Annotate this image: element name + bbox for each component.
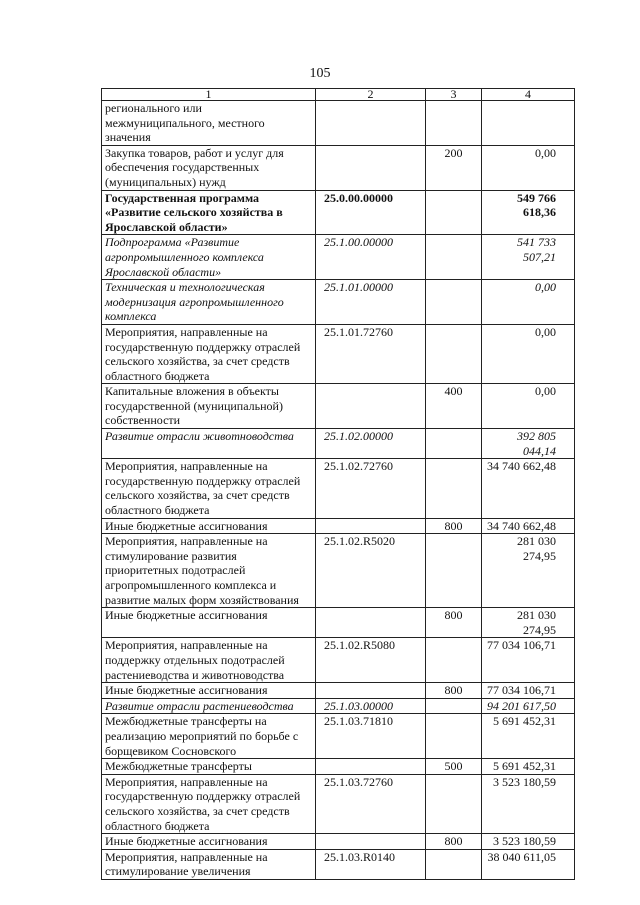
row-name-cell: Мероприятия, направленные на государственную поддержку отраслей сельского хозяйства, за счет средств областного бюджета <box>102 459 316 518</box>
table-row <box>102 235 575 280</box>
column-header-3: 3 <box>426 89 482 101</box>
budget-table <box>101 88 575 880</box>
row-amount-cell: 77 034 106,71 <box>482 683 575 699</box>
table-row <box>102 698 575 714</box>
row-amount-cell: 3 523 180,59 <box>482 834 575 850</box>
row-code-cell <box>316 145 426 190</box>
row-code-cell: 25.1.02.R5080 <box>316 638 426 683</box>
row-name-cell: Капитальные вложения в объекты государственной (муниципальной) собственности <box>102 384 316 429</box>
row-code-cell: 25.1.02.72760 <box>316 459 426 518</box>
row-name-cell: Межбюджетные трансферты на реализацию мероприятий по борьбе с борщевиком Сосновского <box>102 714 316 759</box>
row-name-cell: Иные бюджетные ассигнования <box>102 683 316 699</box>
row-amount-cell: 0,00 <box>482 384 575 429</box>
row-code-cell: 25.0.00.00000 <box>316 190 426 235</box>
row-name-cell: Подпрограмма «Развитие агропромышленного комплекса Ярославской области» <box>102 235 316 280</box>
row-name-cell: Закупка товаров, работ и услуг для обеспечения государственных (муниципальных) нужд <box>102 145 316 190</box>
table-row <box>102 190 575 235</box>
row-code-cell <box>316 608 426 638</box>
row-type-cell <box>426 280 482 325</box>
row-type-cell: 400 <box>426 384 482 429</box>
table-row <box>102 849 575 879</box>
row-amount-cell: 77 034 106,71 <box>482 638 575 683</box>
table-row <box>102 280 575 325</box>
row-name-cell: Межбюджетные трансферты <box>102 759 316 775</box>
table-row <box>102 384 575 429</box>
row-amount-cell: 0,00 <box>482 324 575 383</box>
row-type-cell: 800 <box>426 683 482 699</box>
table-row <box>102 834 575 850</box>
row-code-cell: 25.1.03.71810 <box>316 714 426 759</box>
row-name-cell: Мероприятия, направленные на стимулирование увеличения <box>102 849 316 879</box>
table-row <box>102 608 575 638</box>
row-name-cell: Развитие отрасли животноводства <box>102 429 316 459</box>
row-code-cell: 25.1.00.00000 <box>316 235 426 280</box>
row-amount-cell: 281 030 274,95 <box>482 608 575 638</box>
row-amount-cell: 0,00 <box>482 280 575 325</box>
table-row <box>102 429 575 459</box>
row-name-cell: Мероприятия, направленные на стимулирование развития приоритетных подотраслей агропромышленного комплекса и развитие малых форм хозяйствования <box>102 534 316 608</box>
row-type-cell <box>426 849 482 879</box>
row-code-cell: 25.1.03.R0140 <box>316 849 426 879</box>
row-name-cell: Мероприятия, направленные на поддержку отдельных подотраслей растениеводства и животноводства <box>102 638 316 683</box>
row-code-cell <box>316 834 426 850</box>
row-amount-cell: 0,00 <box>482 145 575 190</box>
row-name-cell: Мероприятия, направленные на государственную поддержку отраслей сельского хозяйства, за счет средств областного бюджета <box>102 324 316 383</box>
row-type-cell <box>426 698 482 714</box>
row-code-cell <box>316 683 426 699</box>
row-name-cell: Иные бюджетные ассигнования <box>102 608 316 638</box>
row-name-cell: Мероприятия, направленные на государственную поддержку отраслей сельского хозяйства, за счет средств областного бюджета <box>102 774 316 833</box>
row-code-cell: 25.1.03.72760 <box>316 774 426 833</box>
row-amount-cell: 34 740 662,48 <box>482 459 575 518</box>
table-row <box>102 774 575 833</box>
table-row <box>102 145 575 190</box>
column-header-2: 2 <box>316 89 426 101</box>
row-type-cell <box>426 638 482 683</box>
row-code-cell <box>316 759 426 775</box>
row-code-cell <box>316 518 426 534</box>
row-name-cell: Иные бюджетные ассигнования <box>102 834 316 850</box>
row-type-cell <box>426 235 482 280</box>
row-amount-cell: 3 523 180,59 <box>482 774 575 833</box>
row-code-cell: 25.1.01.72760 <box>316 324 426 383</box>
row-amount-cell: 392 805 044,14 <box>482 429 575 459</box>
row-name-cell: Иные бюджетные ассигнования <box>102 518 316 534</box>
row-name-cell: регионального или межмуниципального, местного значения <box>102 101 316 146</box>
row-type-cell <box>426 190 482 235</box>
row-amount-cell: 34 740 662,48 <box>482 518 575 534</box>
table-row <box>102 683 575 699</box>
table-row <box>102 714 575 759</box>
table-row <box>102 518 575 534</box>
row-type-cell <box>426 429 482 459</box>
table-row <box>102 101 575 146</box>
table-body <box>102 101 575 880</box>
row-code-cell: 25.1.02.R5020 <box>316 534 426 608</box>
row-type-cell <box>426 459 482 518</box>
row-amount-cell <box>482 101 575 146</box>
row-type-cell: 200 <box>426 145 482 190</box>
row-name-cell: Государственная программа «Развитие сельского хозяйства в Ярославской области» <box>102 190 316 235</box>
table-header <box>102 89 575 101</box>
row-type-cell: 800 <box>426 608 482 638</box>
row-type-cell <box>426 534 482 608</box>
row-type-cell: 800 <box>426 834 482 850</box>
row-type-cell <box>426 101 482 146</box>
column-header-1: 1 <box>102 89 316 101</box>
row-type-cell <box>426 324 482 383</box>
row-type-cell: 800 <box>426 518 482 534</box>
column-header-4: 4 <box>482 89 575 101</box>
row-type-cell <box>426 714 482 759</box>
row-name-cell: Техническая и технологическая модернизация агропромышленного комплекса <box>102 280 316 325</box>
row-type-cell: 500 <box>426 759 482 775</box>
row-amount-cell: 281 030 274,95 <box>482 534 575 608</box>
row-amount-cell: 541 733 507,21 <box>482 235 575 280</box>
table-row <box>102 534 575 608</box>
row-code-cell: 25.1.03.00000 <box>316 698 426 714</box>
row-amount-cell: 5 691 452,31 <box>482 714 575 759</box>
table-row <box>102 759 575 775</box>
row-amount-cell: 38 040 611,05 <box>482 849 575 879</box>
page-number: 105 <box>309 66 331 81</box>
table-row <box>102 324 575 383</box>
row-code-cell <box>316 101 426 146</box>
row-name-cell: Развитие отрасли растениеводства <box>102 698 316 714</box>
row-type-cell <box>426 774 482 833</box>
table-row <box>102 459 575 518</box>
row-code-cell: 25.1.02.00000 <box>316 429 426 459</box>
row-amount-cell: 5 691 452,31 <box>482 759 575 775</box>
row-amount-cell: 94 201 617,50 <box>482 698 575 714</box>
row-amount-cell: 549 766 618,36 <box>482 190 575 235</box>
row-code-cell: 25.1.01.00000 <box>316 280 426 325</box>
table-row <box>102 638 575 683</box>
row-code-cell <box>316 384 426 429</box>
